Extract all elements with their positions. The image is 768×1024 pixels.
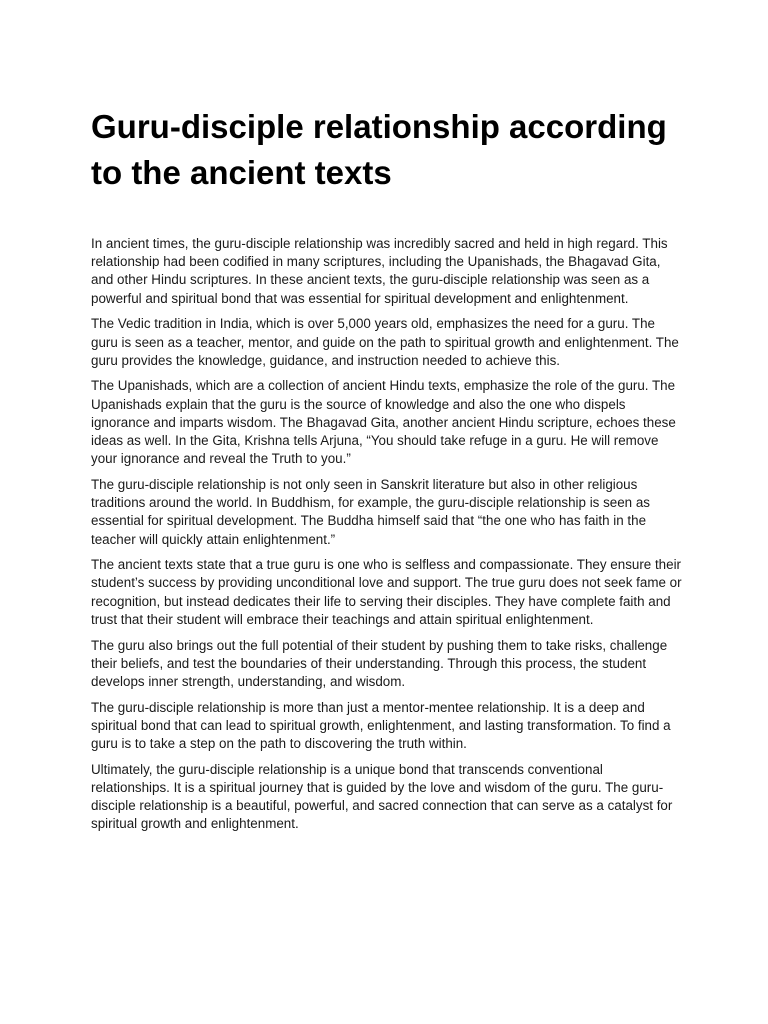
paragraph-8: Ultimately, the guru-disciple relationship is a unique bond that transcends conventional relationships. It is a spiritual journey that is guided by the love and wisdom of the guru. The guru-disciple relationship is a beautiful, powerful, and sacred connection that can serve as a catalyst for spiritual growth and enlightenment. — [91, 761, 673, 832]
page-title: Guru-disciple relationship according to the ancient texts — [91, 108, 667, 191]
paragraph-5: The ancient texts state that a true guru is one who is selfless and compassionate. They ensure their student’s success by providing unconditional love and support. The true guru does not seek fame or recognition, but instead dedicates their life to serving their disciples. They have complete faith and trust that their student will embrace their teachings and attain spiritual enlightenment. — [91, 557, 682, 627]
document-body — [91, 235, 685, 841]
paragraph-2: The Vedic tradition in India, which is over 5,000 years old, emphasizes the need for a guru. The guru is seen as a teacher, mentor, and guide on the path to spiritual growth and enlightenment. The guru provides the knowledge, guidance, and instruction needed to achieve this. — [91, 316, 679, 368]
paragraph-7: The guru-disciple relationship is more than just a mentor-mentee relationship. It is a deep and spiritual bond that can lead to spiritual growth, enlightenment, and lasting transformation. To find a guru is to take a step on the path to discovering the truth within. — [91, 699, 671, 752]
paragraph-3: The Upanishads, which are a collection of ancient Hindu texts, emphasize the role of the guru. The Upanishads explain that the guru is the source of knowledge and also the one who dispels ignorance and imparts wisdom. The Bhagavad Gita, another ancient Hindu scripture, echoes these ideas as well. In the Gita, Krishna tells Arjuna, “You should take refuge in a guru. He will remove your ignorance and reveal the Truth to you.” — [91, 378, 676, 467]
paragraph-6: The guru also brings out the full potential of their student by pushing them to take risks, challenge their beliefs, and test the boundaries of their understanding. Through this process, the student develops inner strength, understanding, and wisdom. — [91, 637, 668, 689]
paragraph-4: The guru-disciple relationship is not only seen in Sanskrit literature but also in other religious traditions around the world. In Buddhism, for example, the guru-disciple relationship is seen as essential for spiritual development. The Buddha himself said that “the one who has faith in the teacher will quickly attain enlightenment.” — [91, 476, 650, 547]
paragraph-1: In ancient times, the guru-disciple relationship was incredibly sacred and held in high regard. This relationship had been codified in many scriptures, including the Upanishads, the Bhagavad Gita, and other Hindu scriptures. In these ancient texts, the guru-disciple relationship was seen as a powerful and spiritual bond that was essential for spiritual development and enlightenment. — [91, 236, 668, 306]
